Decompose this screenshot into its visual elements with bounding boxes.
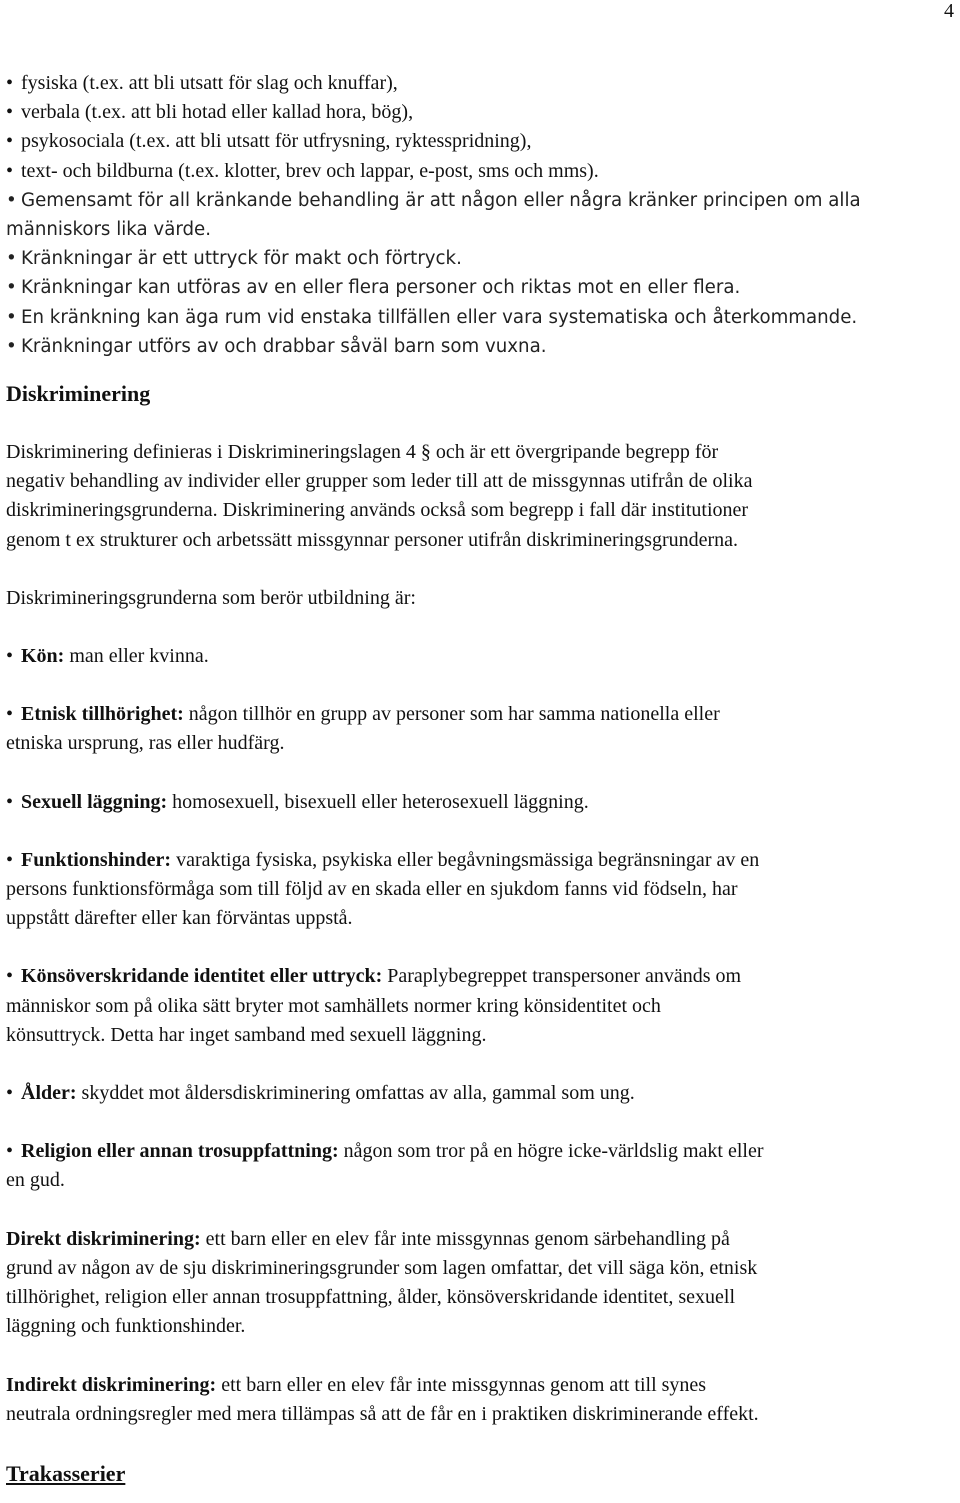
ground-item: • Religion eller annan trosuppfattning: någon som tror på en högre icke-världslig makt eller en gud. [6,1137,956,1195]
ground-item: • Etnisk tillhörighet: någon tillhör en grupp av personer som har samma nationella eller etniska ursprung, ras eller hudfärg. [6,700,956,758]
bullet-icon: • [6,790,14,813]
bullet-icon: • [6,189,17,211]
list-item: • psykosociala (t.ex. att bli utsatt för utfrysning, ryktesspridning), [6,127,956,156]
ground-item: • Ålder: skyddet mot åldersdiskriminering omfattas av alla, gammal som ung. [6,1079,956,1108]
list-item: • fysiska (t.ex. att bli utsatt för slag och knuffar), [6,69,956,98]
bullet-icon: • [6,101,14,124]
heading-trakasserier: Trakasserier [6,1460,126,1486]
list-item: • Kränkningar utförs av och drabbar såväl barn som vuxna. [6,332,956,361]
bullet-icon: • [6,277,17,299]
bullet-icon: • [6,335,17,357]
list-item: • text- och bildburna (t.ex. klotter, brev och lappar, e-post, sms och mms). [6,157,956,186]
ground-item: • Könsöverskridande identitet eller uttryck: Paraplybegreppet transpersoner används om människor som på olika sätt bryter mot samhällets normer kring könsidentitet och könsuttryck. Detta har inget samband med sexuell läggning. [6,962,956,1050]
page-number: 4 [944,0,954,22]
ground-item: • Sexuell läggning: homosexuell, bisexuell eller heterosexuell läggning. [6,788,956,817]
bullet-list-facts [6,186,956,361]
ground-item: • Funktionshinder: varaktiga fysiska, psykiska eller begåvningsmässiga begränsningar av en persons funktionsförmåga som till följd av en skada eller en sjukdom fanns vid födseln, har uppstått därefter eller kan förväntas uppstå. [6,846,956,934]
bullet-list-forms [6,69,956,186]
bullet-icon: • [6,965,14,988]
list-item: • Kränkningar är ett uttryck för makt och förtryck. [6,244,956,273]
list-item: • verbala (t.ex. att bli hotad eller kallad hora, bög), [6,98,956,127]
bullet-icon: • [6,130,14,153]
document-body [6,69,956,1488]
list-item: • En kränkning kan äga rum vid enstaka tillfällen eller vara systematiska och återkommande. [6,303,956,332]
bullet-icon: • [6,1082,14,1105]
grounds-intro: Diskrimineringsgrunderna som berör utbildning är: [6,586,416,609]
grounds-list [6,642,956,1196]
bullet-icon: • [6,703,14,726]
bullet-icon: • [6,72,14,94]
bullet-icon: • [6,1140,14,1163]
list-item: • Gemensamt för all kränkande behandling är att någon eller några kränker principen om alla [6,186,956,215]
bullet-icon: • [6,645,14,668]
paragraph-indirekt-diskriminering: Indirekt diskriminering: ett barn eller en elev får inte missgynnas genom att till synes neutrala ordningsregler med mera tillämpas så att de får en i praktiken diskriminerande effekt. [6,1373,759,1425]
bullet-icon: • [6,306,17,328]
bullet-icon: • [6,159,14,182]
ground-item: • Kön: man eller kvinna. [6,642,956,671]
heading-diskriminering: Diskriminering [6,381,151,407]
paragraph-direkt-diskriminering: Direkt diskriminering: ett barn eller en elev får inte missgynnas genom särbehandling på grund av någon av de sju diskrimineringsgrunder som lagen omfattar, det vill säga kön, etnisk tillhörighet, religion eller annan trosuppfattning, ålder, könsöverskridande identitet, sexuell läggning och funktionshinder. [6,1227,758,1338]
list-item-continuation: människors lika värde. [6,219,212,241]
bullet-icon: • [6,848,14,871]
list-item: • Kränkningar kan utföras av en eller flera personer och riktas mot en eller flera. [6,273,956,302]
paragraph-definition: Diskriminering definieras i Diskrimineringslagen 4 § och är ett övergripande begrepp för negativ behandling av individer eller grupper som leder till att de missgynnas utifrån de olika diskrimineringsgrunderna. Diskriminering används också som begrepp i fall där institutioner genom t ex strukturer och arbetssätt missgynnar personer utifrån diskrimineringsgrunderna. [6,441,753,551]
bullet-icon: • [6,248,17,270]
